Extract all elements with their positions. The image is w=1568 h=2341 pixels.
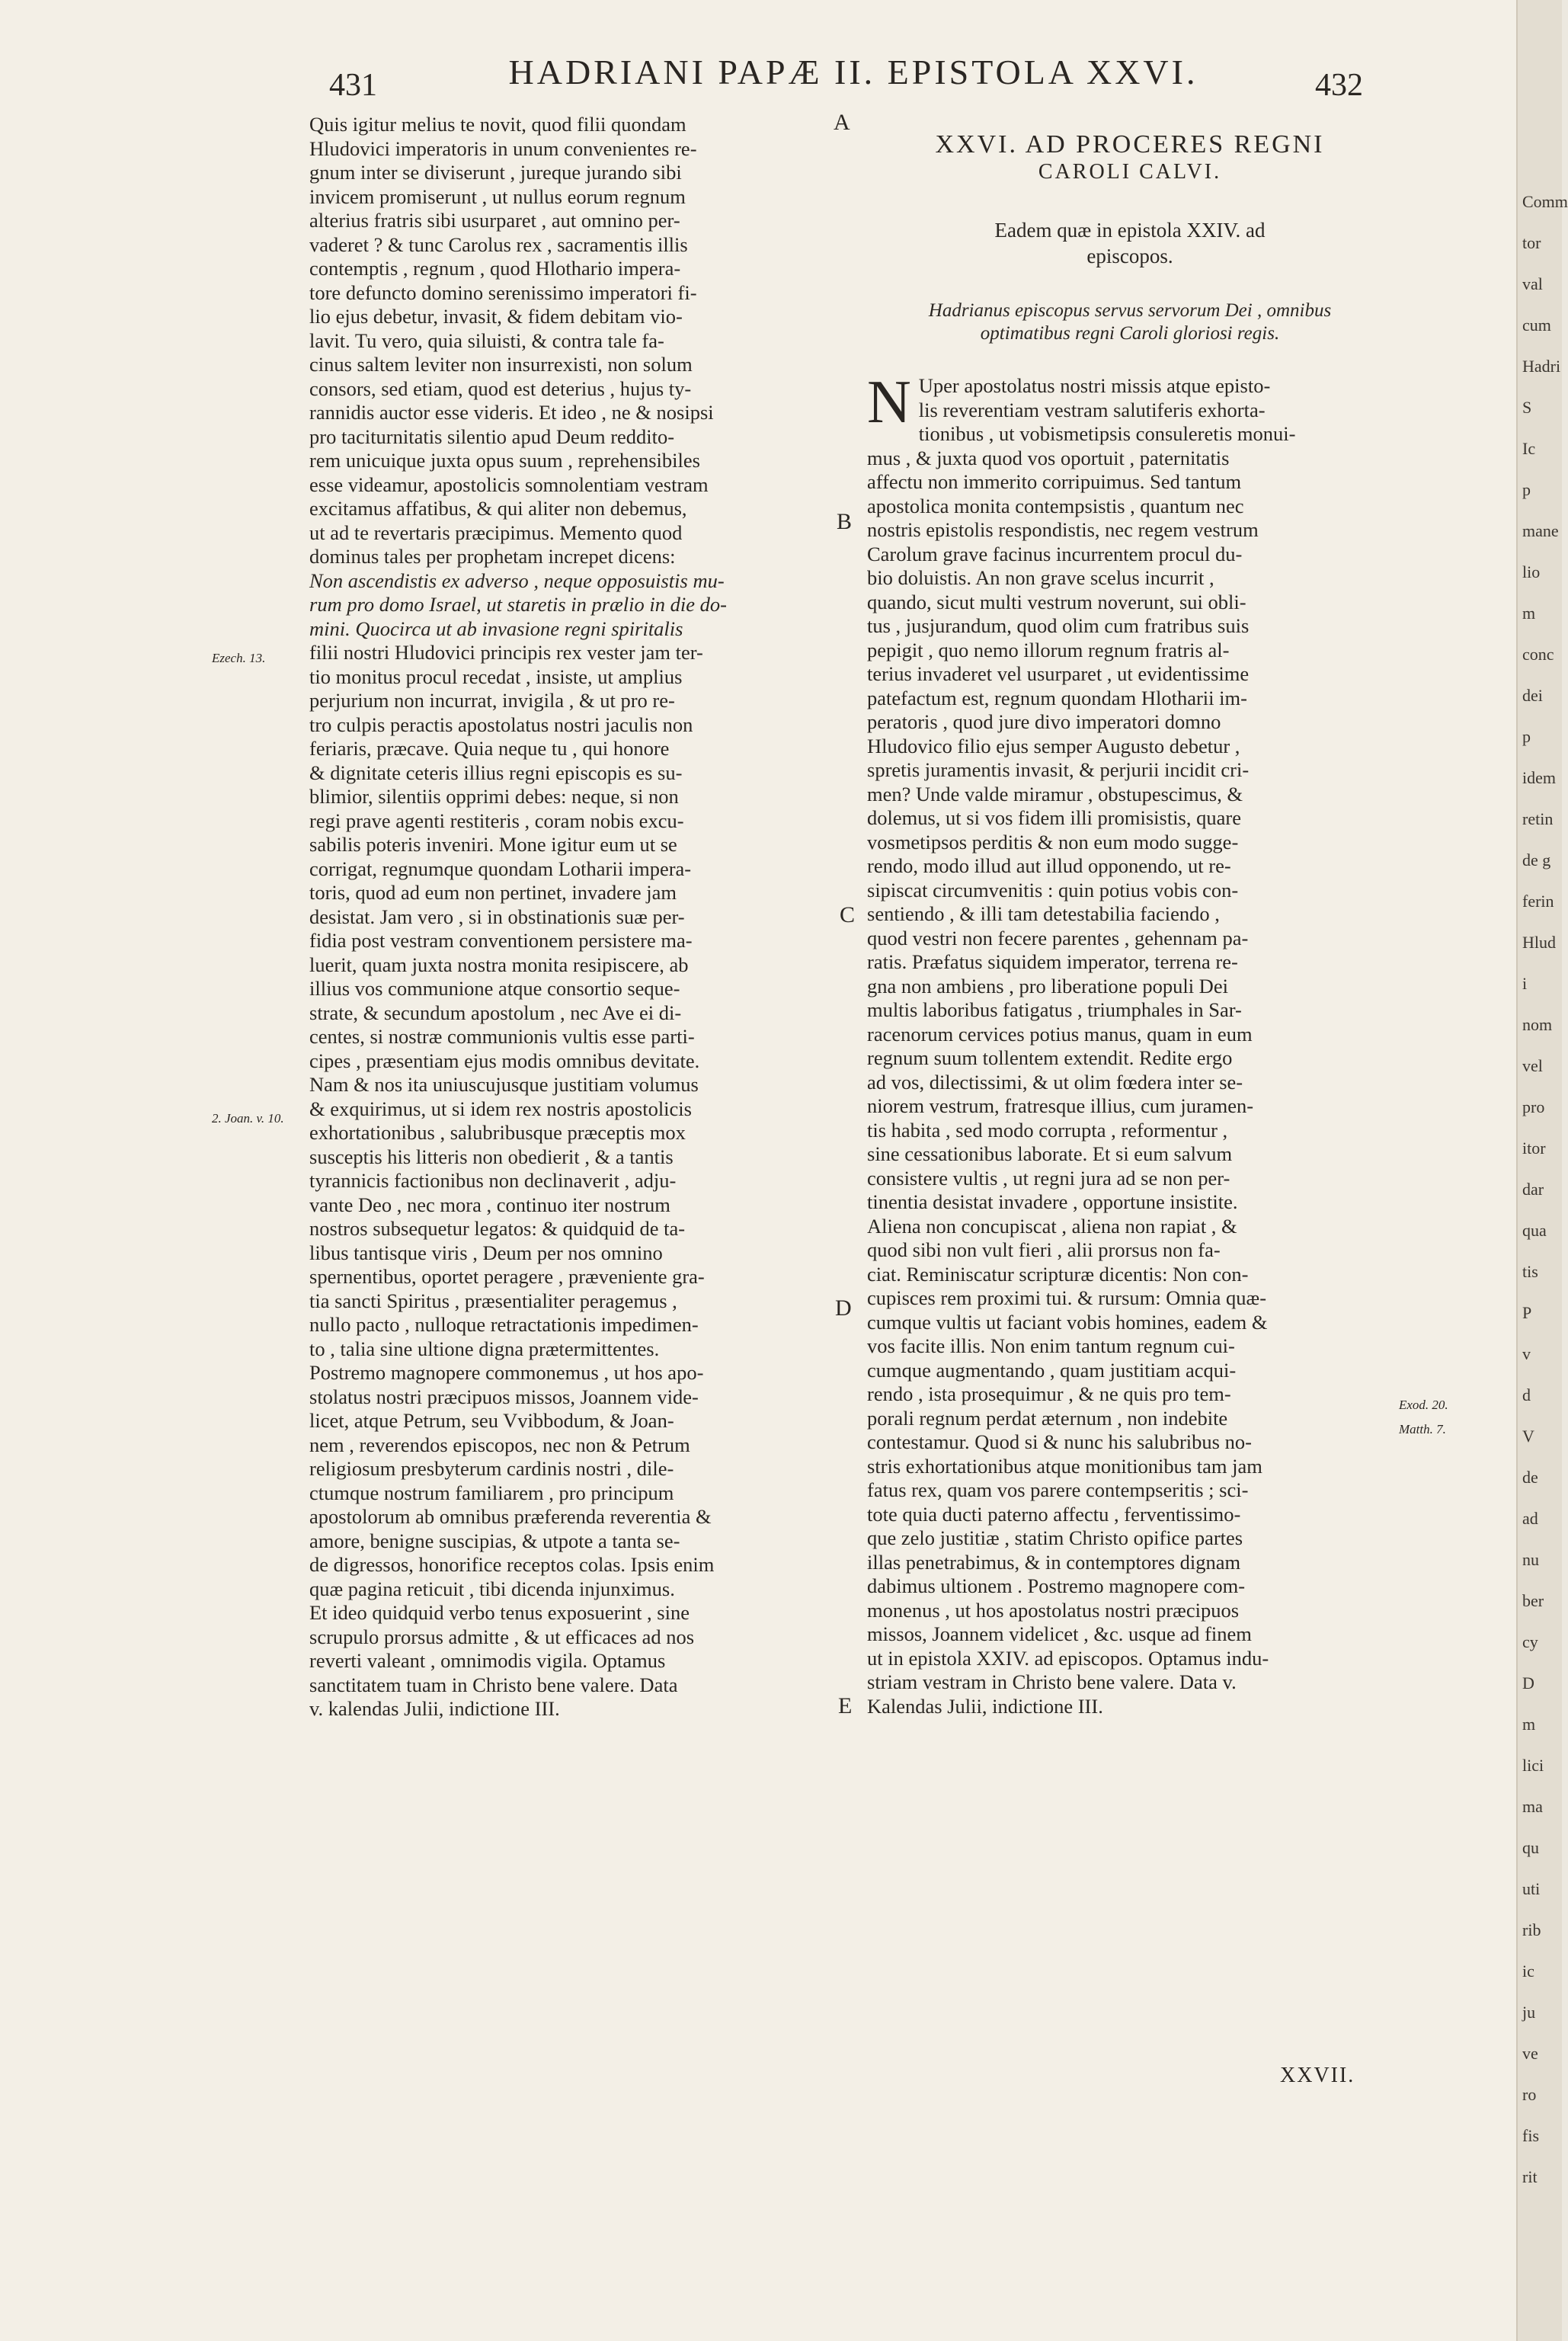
text-line: ctumque nostrum familiarem , pro principum (309, 1481, 674, 1504)
next-page-edge (1516, 0, 1568, 2341)
text-line: Kalendas Julii, indictione III. (867, 1694, 1103, 1718)
next-page-fragment: ma (1522, 1797, 1543, 1816)
margin-letter-c: C (840, 902, 856, 927)
next-page-fragment: cum (1522, 315, 1551, 335)
text-line: invicem promiserunt , ut nullus eorum regnum (309, 184, 686, 208)
text-line: sabilis poteris inveniri. Mone igitur eum ut se (309, 833, 677, 856)
note-line: episcopos. (1086, 245, 1173, 267)
next-page-fragment: uti (1522, 1879, 1541, 1898)
text-line: tis habita , sed modo corrupta , reformentur , (867, 1118, 1228, 1142)
next-page-fragment: p (1522, 727, 1531, 746)
text-line: rannidis auctor esse videris. Et ideo , ne & nosipsi (309, 401, 714, 424)
next-page-fragment: cy (1522, 1632, 1538, 1651)
salutation-line: Hadrianus episcopus servus servorum Dei , omnibus (928, 300, 1332, 321)
text-line: sipiscat circumvenitis : quin potius vobis con- (867, 878, 1239, 901)
text-line: corrigat, regnumque quondam Lotharii impera- (309, 857, 692, 880)
next-page-fragment: Hlud (1522, 933, 1556, 952)
next-page-fragment: m (1522, 1715, 1536, 1734)
text-line: racenorum cervices potius manus, quam in eum (867, 1022, 1253, 1046)
text-line: apostolica monita contempsistis , quantum nec (867, 494, 1244, 517)
text-line: consors, sed etiam, quod est deterius , hujus ty- (309, 376, 692, 400)
text-line: spretis juramentis invasit, & perjurii incidit cri- (867, 758, 1250, 781)
text-line: tinentia desistat invadere , opportune insistite. (867, 1190, 1238, 1213)
text-line: striam vestram in Christo bene valere. Data v. (867, 1670, 1237, 1693)
next-page-fragment: V (1522, 1427, 1534, 1446)
next-page-fragment: ju (1522, 2003, 1536, 2022)
text-line: dominus tales per prophetam increpet dicens: (309, 545, 676, 568)
next-page-fragment: val (1522, 274, 1543, 293)
salutation (867, 299, 1393, 345)
next-page-fragment: lio (1522, 562, 1541, 581)
next-page-fragment: itor (1522, 1138, 1546, 1158)
text-line: nostris epistolis respondistis, nec regem vestrum (867, 518, 1259, 541)
text-line: lavit. Tu vero, quia siluisti, & contra tale fa- (309, 328, 664, 352)
text-line: tyrannicis factionibus non declinaverit , adju- (309, 1169, 677, 1192)
text-line: vante Deo , nec mora , continuo iter nostrum (309, 1193, 670, 1216)
next-page-fragment: nom (1522, 1015, 1553, 1034)
text-line: ad vos, dilectissimi, & ut olim fœdera inter se- (867, 1070, 1243, 1094)
text-line: que zelo justitiæ , statim Christo opifice partes (867, 1526, 1243, 1549)
margin-letter-d: D (835, 1295, 852, 1321)
text-line: religiosum presbyterum cardinis nostri , dile- (309, 1457, 674, 1480)
text-line: tus , jusjurandum, quod olim cum fratribus suis (867, 614, 1250, 637)
text-line: exhortationibus , salubribusque præceptis mox (309, 1121, 686, 1144)
next-page-fragment: conc (1522, 645, 1554, 664)
text-line: affectu non immerito corripuimus. Sed tantum (867, 470, 1242, 493)
next-page-fragment: Hadri (1522, 357, 1561, 376)
text-line: spernentibus, oportet peragere , præveniente gra- (309, 1265, 705, 1288)
next-page-fragment: vel (1522, 1056, 1543, 1075)
margin-note: Matth. 7. (1399, 1422, 1446, 1436)
text-line: scrupulo prorsus admitte , & ut efficaces ad nos (309, 1625, 695, 1648)
text-line: regnum suum tollentem extendit. Redite ergo (867, 1046, 1233, 1069)
text-line: nem , reverendos episcopos, nec non & Petrum (309, 1433, 690, 1456)
text-line: Carolum grave facinus incurrentem procul du- (867, 542, 1243, 565)
text-line: centes, si nostræ communionis vultis esse parti- (309, 1025, 695, 1048)
text-line: stolatus nostri præcipuos missos, Joannem vide- (309, 1385, 699, 1408)
text-line: lis reverentiam vestram salutiferis exhorta- (918, 398, 1266, 421)
text-line: strate, & secundum apostolum , nec Ave ei di- (309, 1001, 682, 1024)
text-line: vosmetipsos perditis & non eum modo sugge- (867, 830, 1239, 853)
next-page-fragment: fis (1522, 2126, 1539, 2145)
text-line: vaderet ? & tunc Carolus rex , sacramentis illis (309, 232, 688, 256)
text-line: & dignitate ceteris illius regni episcopis es su- (309, 761, 683, 784)
text-line: licet, atque Petrum, seu Vvibbodum, & Joan- (309, 1409, 674, 1432)
next-page-fragment: dei (1522, 686, 1543, 705)
text-line: peratoris , quod jure divo imperatori domno (867, 710, 1221, 733)
text-line: dabimus ultionem . Postremo magnopere com- (867, 1574, 1246, 1597)
text-line: esse videamur, apostolicis somnolentiam vestram (309, 472, 709, 496)
text-line: reverti valeant , omnimodis vigila. Optamus (309, 1649, 666, 1672)
next-page-fragment: mane (1522, 521, 1559, 540)
text-line: gnum inter se diviserunt , jureque jurando sibi (309, 161, 682, 184)
text-line: Hludovico filio ejus semper Augusto debetur , (867, 734, 1240, 757)
text-line: filii nostri Hludovici principis rex vester jam ter- (309, 641, 703, 664)
text-line: ciat. Reminiscatur scripturæ dicentis: Non con- (867, 1262, 1249, 1286)
text-line: bio doluistis. An non grave scelus incurrit , (867, 566, 1214, 589)
text-line: tote quia ducti paterno affectu , ferventissimo- (867, 1502, 1241, 1526)
text-line: perjurium non incurrat, invigila , & ut pro re- (309, 689, 675, 712)
next-page-fragment: p (1522, 480, 1531, 499)
text-line: niorem vestrum, fratresque illius, cum juramen- (867, 1094, 1254, 1117)
text-line: mini. Quocirca ut ab invasione regni spiritalis (309, 616, 683, 640)
text-line: sentiendo , & illi tam detestabilia faciendo , (867, 902, 1220, 925)
text-line: missos, Joannem videlicet , &c. usque ad finem (867, 1622, 1252, 1645)
next-page-fragment: d (1522, 1385, 1531, 1404)
text-line: rendo , ista prosequimur , & ne quis pro tem- (867, 1382, 1231, 1405)
next-page-fragment: lici (1522, 1756, 1544, 1775)
text-line: toris, quod ad eum non pertinet, invadere jam (309, 881, 677, 904)
next-page-fragment: dar (1522, 1180, 1544, 1199)
text-line: rum pro domo Israel, ut staretis in prælio in die do- (309, 593, 727, 616)
next-page-fragment: qua (1522, 1221, 1547, 1240)
next-page-fragment: tor (1522, 233, 1541, 252)
text-line: illas penetrabimus, & in contemptores dignam (867, 1550, 1241, 1574)
next-page-fragment: ve (1522, 2044, 1538, 2063)
text-line: contestamur. Quod si & nunc his salubribus no- (867, 1430, 1252, 1453)
next-page-fragment: pro (1522, 1097, 1545, 1116)
text-line: sanctitatem tuam in Christo bene valere. Data (309, 1673, 678, 1696)
text-line: nullo pacto , nulloque retractationis impedimen- (309, 1313, 699, 1336)
next-page-fragment: P (1522, 1303, 1532, 1322)
text-line: tia sancti Spiritus , præsentialiter peragemus , (309, 1289, 677, 1312)
next-page-fragment: ad (1522, 1509, 1538, 1528)
next-page-fragment: de g (1522, 850, 1551, 869)
text-line: luerit, quam juxta nostra monita resipiscere, ab (309, 953, 689, 976)
text-line: ratis. Præfatus siquidem imperator, terrena re- (867, 950, 1238, 973)
text-line: regi prave agenti restiteris , coram nobis excu- (309, 809, 684, 832)
text-line: dolemus, ut si vos fidem illi promisistis, quare (867, 806, 1241, 829)
running-title: HADRIANI PAPÆ II. EPISTOLA XXVI. (508, 53, 1198, 91)
text-line: lio ejus debetur, invasit, & fidem debitam vio- (309, 305, 683, 328)
text-line: feriaris, præcave. Quia neque tu , qui honore (309, 737, 670, 760)
margin-note: 2. Joan. v. 10. (212, 1111, 284, 1126)
text-line: gna non ambiens , pro liberatione populi Dei (867, 974, 1228, 998)
next-page-fragment: i (1522, 974, 1528, 993)
text-line: stris exhortationibus atque monitionibus tam jam (867, 1454, 1262, 1478)
text-line: quæ pagina reticuit , tibi dicenda injunximus. (309, 1577, 675, 1600)
right-page-number: 432 (1315, 68, 1363, 103)
text-line: susceptis his litteris non obedierit , & a tantis (309, 1145, 674, 1168)
next-page-fragment: D (1522, 1673, 1534, 1693)
letter-subtitle: CAROLI CALVI. (1038, 159, 1222, 184)
margin-letter-b: B (837, 509, 853, 534)
text-line: Et ideo quidquid verbo tenus exposuerint , sine (309, 1601, 690, 1624)
left-text-column (309, 113, 843, 1721)
text-line: quod sibi non vult fieri , alii prorsus non fa- (867, 1238, 1221, 1261)
right-text-column (867, 128, 1393, 1718)
text-line: amore, benigne suscipias, & utpote a tanta se- (309, 1529, 680, 1552)
text-line: de digressos, honorifice receptos colas. Ipsis enim (309, 1553, 715, 1576)
text-line: cinus saltem leviter non insurrexisti, non solum (309, 353, 693, 376)
text-line: consistere vultis , ut regni jura ad se non per- (867, 1166, 1230, 1190)
next-page-fragment: retin (1522, 809, 1554, 828)
text-line: ut in epistola XXIV. ad episcopos. Optamus indu- (867, 1646, 1269, 1670)
text-line: porali regnum perdat æternum , non indebite (867, 1406, 1228, 1430)
text-line: sine cessationibus laborate. Et si eum salvum (867, 1142, 1233, 1165)
letter-body (867, 369, 1393, 1718)
text-line: Quis igitur melius te novit, quod filii quondam (309, 113, 686, 136)
catchword: XXVII. (1280, 2064, 1355, 2087)
text-line: patefactum est, regnum quondam Hlotharii im- (867, 686, 1247, 709)
text-line: tionibus , ut vobismetipsis consuleretis monui- (918, 422, 1296, 445)
next-page-fragment: Comm (1522, 192, 1568, 211)
text-line: Postremo magnopere commonemus , ut hos apo- (309, 1361, 704, 1384)
text-line: rendo, modo illud aut illud opponendo, ut re- (867, 854, 1231, 877)
text-line: ut ad te revertaris præcipimus. Memento quod (309, 520, 683, 544)
next-page-fragment: S (1522, 398, 1532, 417)
text-line: terius invaderet vel usurparet , ut evidentissime (867, 662, 1250, 685)
text-line: Non ascendistis ex adverso , neque opposuistis mu- (309, 568, 725, 592)
next-page-fragment: Ic (1522, 439, 1536, 458)
margin-letter-a: A (834, 110, 850, 135)
text-line: to , talia sine ultione digna prætermittentes. (309, 1337, 660, 1360)
text-line: cupisces rem proximi tui. & rursum: Omnia quæ- (867, 1286, 1267, 1309)
next-page-fragment: m (1522, 604, 1536, 623)
next-page-fragment: idem (1522, 768, 1556, 787)
text-line: men? Unde valde miramur , obstupescimus, & (867, 782, 1243, 805)
text-line: rem unicuique juxta opus suum , reprehensibiles (309, 449, 700, 472)
next-page-fragment: rit (1522, 2167, 1538, 2186)
next-page-fragment: tis (1522, 1262, 1538, 1281)
text-line: quod vestri non fecere parentes , gehennam pa- (867, 926, 1249, 950)
text-line: tio monitus procul recedat , insiste, ut amplius (309, 665, 683, 688)
text-line: Nam & nos ita uniuscujusque justitiam volumus (309, 1073, 699, 1096)
next-page-fragment: v (1522, 1344, 1531, 1363)
text-line: multis laboribus fatigatus , triumphales in Sar- (867, 998, 1242, 1021)
note-line: Eadem quæ in epistola XXIV. ad (994, 219, 1266, 242)
text-line: v. kalendas Julii, indictione III. (309, 1697, 560, 1720)
salutation-line: optimatibus regni Caroli gloriosi regis. (980, 323, 1280, 344)
drop-cap: N (867, 369, 911, 436)
text-line: blimior, silentiis opprimi debes: neque, si non (309, 785, 679, 808)
next-page-fragment: qu (1522, 1838, 1539, 1857)
text-line: Aliena non concupiscat , aliena non rapiat , & (867, 1214, 1237, 1238)
text-line: fidia post vestram conventionem persistere ma- (309, 929, 693, 952)
letter-note (867, 217, 1393, 269)
text-line: & exquirimus, ut si idem rex nostris apostolicis (309, 1097, 692, 1120)
letter-title: XXVI. AD PROCERES REGNI (935, 130, 1325, 159)
text-line: tore defuncto domino serenissimo imperatori fi- (309, 280, 697, 304)
text-line: fatus rex, quam vos parere contempseritis ; sci- (867, 1478, 1249, 1501)
text-line: libus tantisque viris , Deum per nos omnino (309, 1241, 663, 1264)
next-page-fragment: rib (1522, 1920, 1541, 1939)
text-line: Hludovici imperatoris in unum convenientes re- (309, 136, 697, 160)
next-page-fragment: nu (1522, 1550, 1539, 1569)
margin-note: Ezech. 13. (212, 651, 266, 665)
text-line: vos facite illis. Non enim tantum regnum cui- (867, 1334, 1235, 1357)
text-line: quando, sicut multi vestrum noverunt, sui obli- (867, 590, 1246, 613)
next-page-fragment: de (1522, 1468, 1538, 1487)
text-line: cumque vultis ut faciant vobis homines, eadem & (867, 1310, 1268, 1334)
text-line: excitamus affatibus, & qui aliter non debemus, (309, 497, 687, 520)
text-line: pepigit , quo nemo illorum regnum fratris al- (867, 638, 1230, 661)
next-page-fragment: ro (1522, 2085, 1537, 2104)
text-line: contemptis , regnum , quod Hlothario impera- (309, 257, 681, 280)
text-line: pro taciturnitatis silentio apud Deum reddito- (309, 424, 675, 448)
text-line: mus , & juxta quod vos oportuit , paternitatis (867, 446, 1230, 469)
text-line: monenus , ut hos apostolatus nostri præcipuos (867, 1598, 1240, 1622)
left-page-number: 431 (329, 68, 377, 103)
text-line: alterius fratris sibi usurparet , aut omnino per- (309, 209, 680, 232)
text-line: nostros subsequetur legatos: & quidquid de ta- (309, 1217, 686, 1240)
text-line: Uper apostolatus nostri missis atque episto- (918, 374, 1271, 397)
margin-note: Exod. 20. (1399, 1398, 1448, 1412)
text-line: desistat. Jam vero , si in obstinationis suæ per- (309, 905, 685, 928)
text-line: apostolorum ab omnibus præferenda reverentia & (309, 1505, 712, 1528)
text-line: tro culpis peractis apostolatus nostri jaculis non (309, 713, 693, 736)
next-page-fragment: ferin (1522, 892, 1554, 911)
next-page-fragment: ber (1522, 1591, 1544, 1610)
text-line: illius vos communione atque consortio seque- (309, 977, 680, 1000)
next-page-fragment: ic (1522, 1962, 1534, 1981)
text-line: cipes , præsentiam ejus modis omnibus devitate. (309, 1049, 700, 1072)
text-line: cumque augmentando , quam justitiam acqui- (867, 1358, 1237, 1382)
margin-letter-e: E (838, 1693, 853, 1718)
